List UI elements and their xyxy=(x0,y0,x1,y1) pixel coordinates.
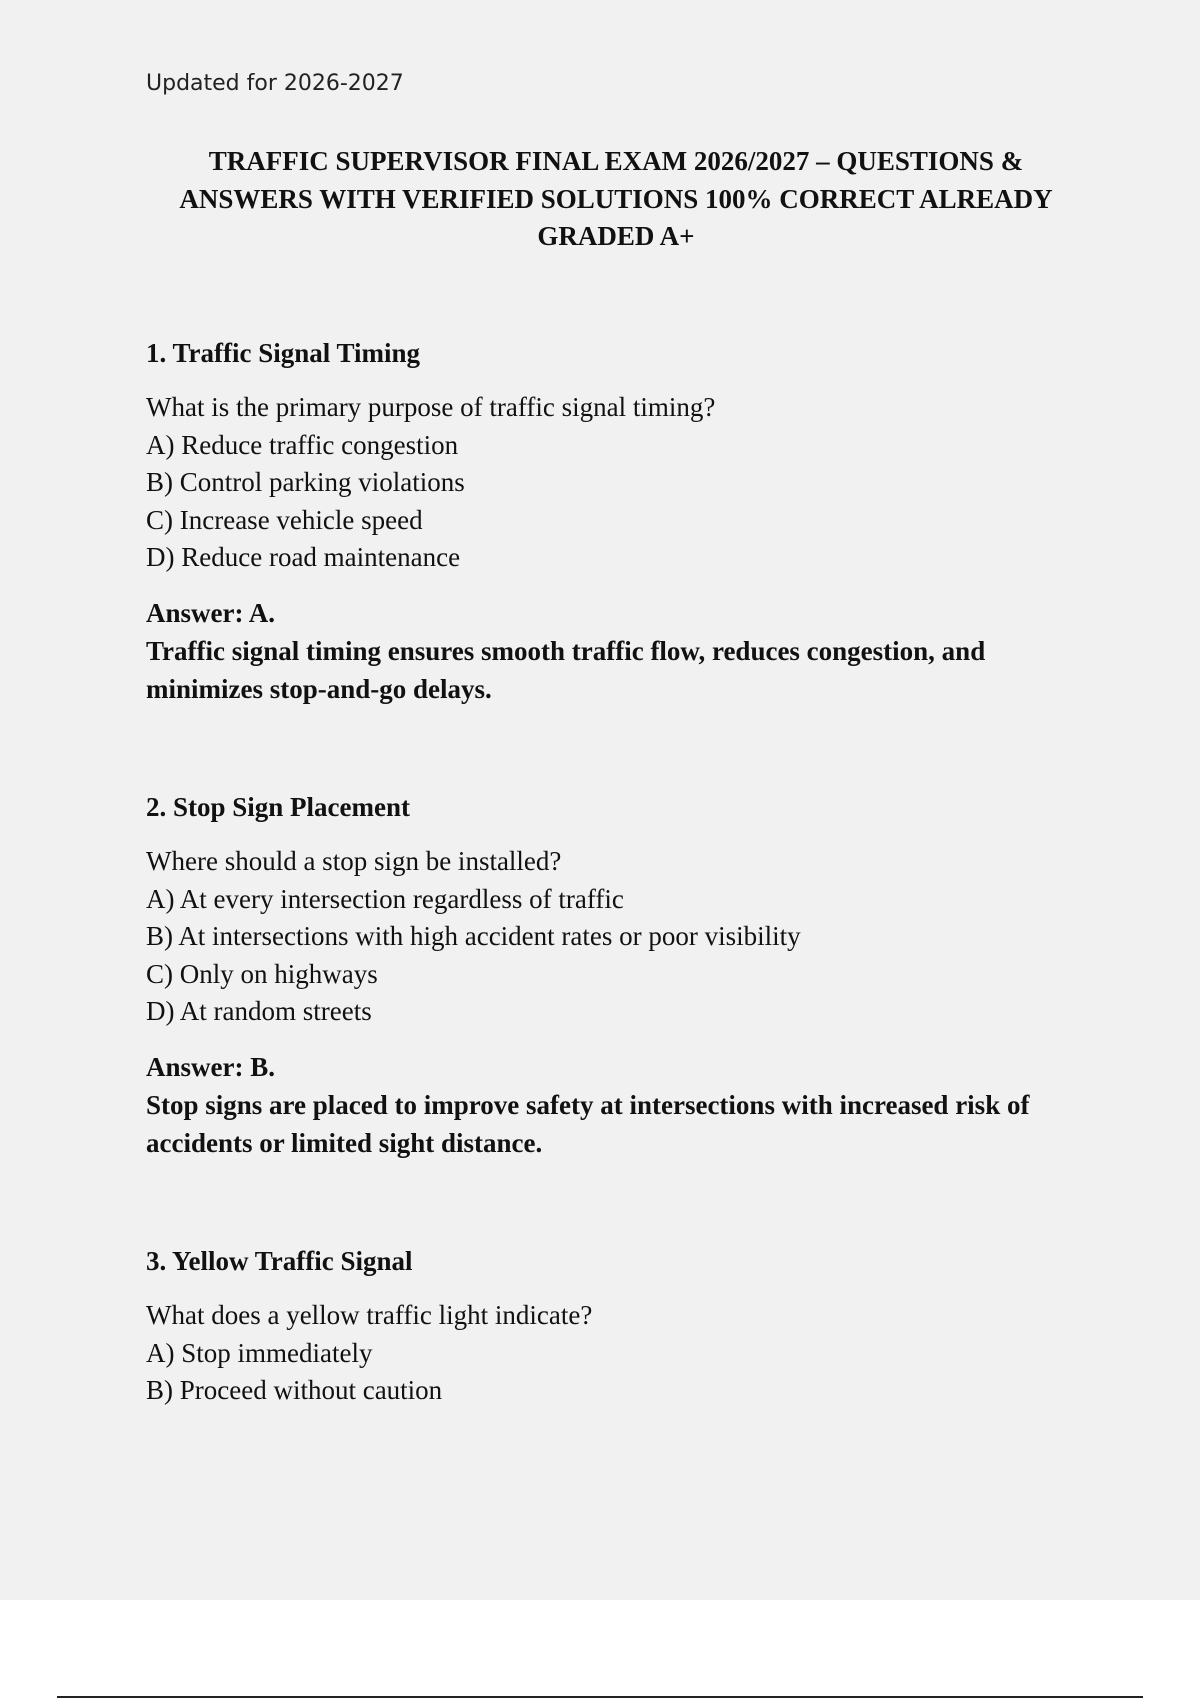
footer-divider xyxy=(57,1696,1143,1698)
question-2 xyxy=(146,789,1086,1243)
question-3 xyxy=(146,1243,1086,1697)
option-d: D) At random streets xyxy=(146,996,372,1026)
page-title: TRAFFIC SUPERVISOR FINAL EXAM 2026/2027 – QUESTIONS & ANSWERS WITH VERIFIED SOLUTIONS 100% CORRECT ALREADY GRADED A+ xyxy=(179,146,1053,251)
option-d: D) Reduce road maintenance xyxy=(146,542,461,572)
option-list xyxy=(146,427,1086,577)
option-a: A) Stop immediately xyxy=(146,1337,373,1368)
option-c: C) Only on highways xyxy=(146,958,378,989)
option-c: C) Increase vehicle speed xyxy=(146,504,423,535)
option-b: B) Proceed without caution xyxy=(146,1375,443,1405)
answer-label: Answer: A. xyxy=(146,597,275,628)
question-heading: 2. Stop Sign Placement xyxy=(146,792,411,822)
questions-list xyxy=(146,335,1086,1697)
option-a: A) At every intersection regardless of traffic xyxy=(146,883,624,914)
question-1 xyxy=(146,335,1086,789)
question-text: What does a yellow traffic light indicate? xyxy=(146,1300,593,1330)
option-list xyxy=(146,881,1086,1031)
answer-explanation: Stop signs are placed to improve safety at intersections with increased risk of accidents or limited sight distance. xyxy=(146,1090,1030,1158)
updated-note: Updated for 2026-2027 xyxy=(146,71,404,96)
question-text: What is the primary purpose of traffic signal timing? xyxy=(146,392,716,422)
answer-explanation: Traffic signal timing ensures smooth traffic flow, reduces congestion, and minimizes stop-and-go delays. xyxy=(146,636,986,704)
question-heading: 3. Yellow Traffic Signal xyxy=(146,1246,413,1276)
question-heading: 1. Traffic Signal Timing xyxy=(146,338,421,368)
option-a: A) Reduce traffic congestion xyxy=(146,429,459,460)
option-b: B) At intersections with high accident rates or poor visibility xyxy=(146,921,801,951)
option-b: B) Control parking violations xyxy=(146,467,465,497)
question-text: Where should a stop sign be installed? xyxy=(146,846,562,876)
answer-label: Answer: B. xyxy=(146,1051,275,1082)
option-list xyxy=(146,1335,1086,1410)
